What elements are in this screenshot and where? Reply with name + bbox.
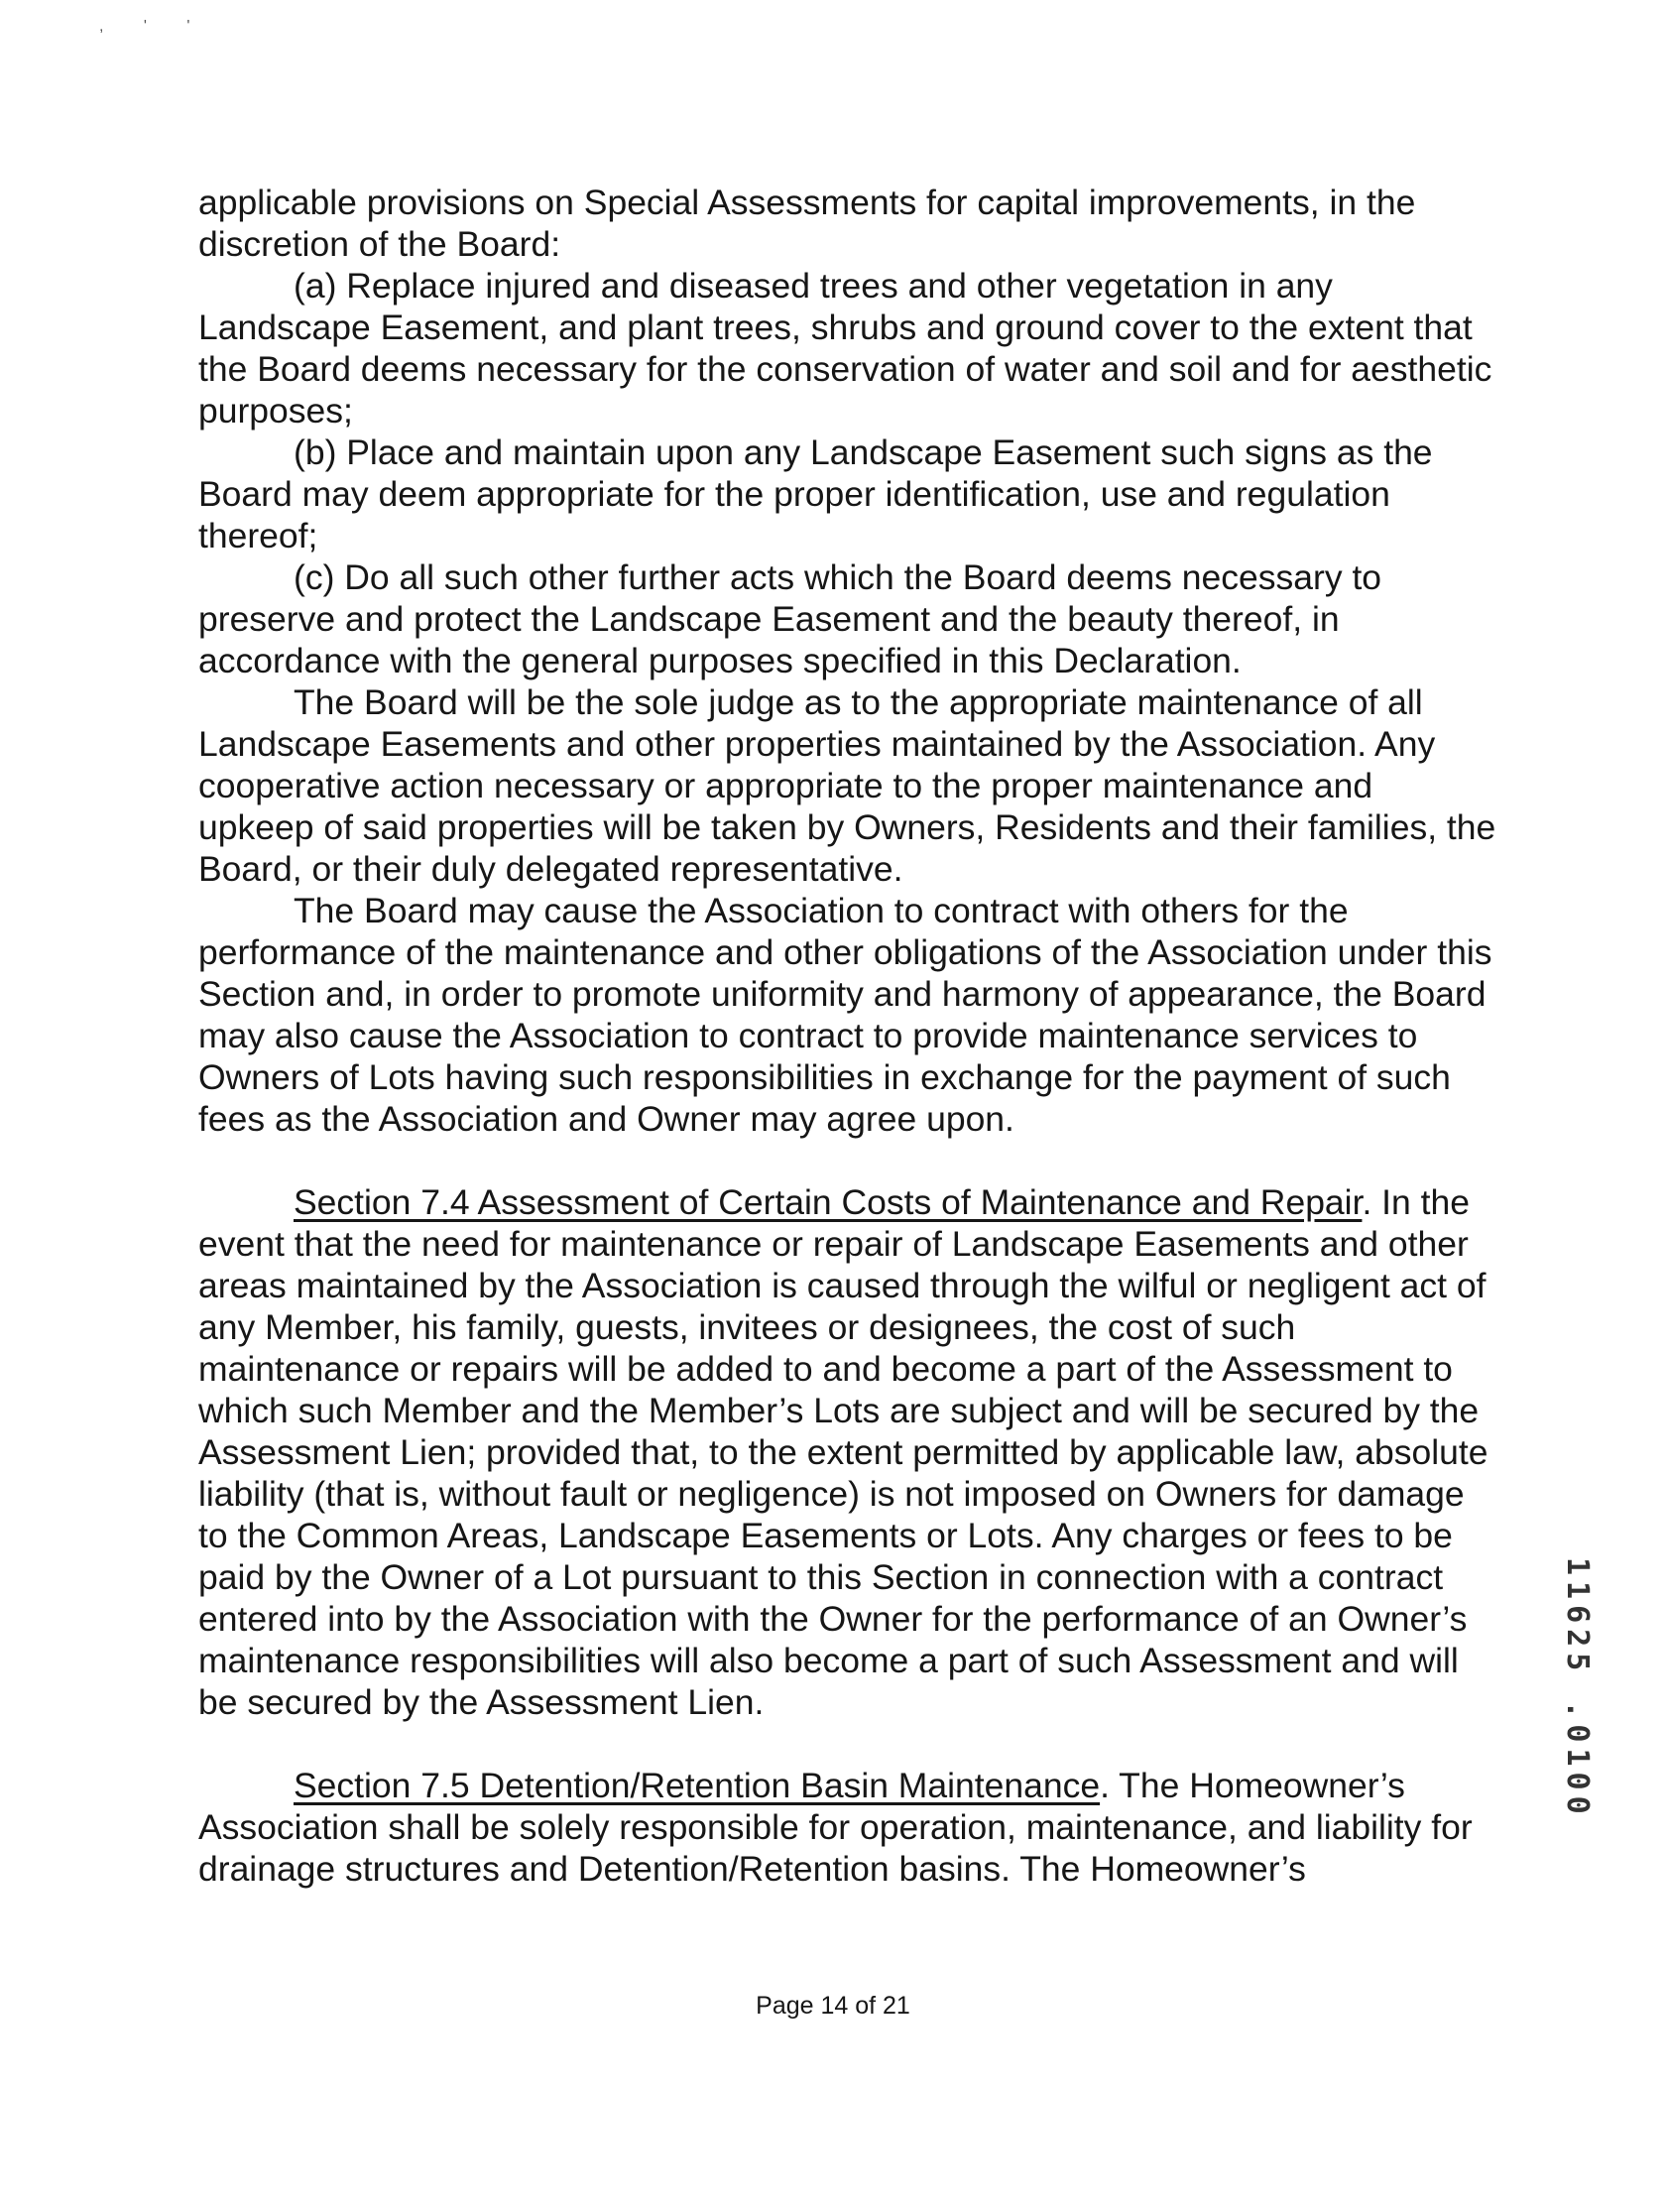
section-7-5-body: . The Homeowner’s Association shall be solely responsible for operation, maintenance, and liability for drainage structures and Detention/Retention basins. The Homeowner’s xyxy=(198,1766,1473,1889)
paragraph-board-contract: The Board may cause the Association to contract with others for the performance of the maintenance and other obligations of the Association under this Section and, in order to promote uniformity and harmony of appearance, the Board may also cause the Association to contract to provide maintenance services to Owners of Lots having such responsibilities in exchange for the payment of such fees as the Association and Owner may agree upon. xyxy=(198,891,1492,1139)
document-body xyxy=(198,182,1497,1890)
paragraph-item-b: (b) Place and maintain upon any Landscape Easement such signs as the Board may deem appropriate for the proper identification, use and regulation thereof; xyxy=(198,432,1433,555)
scan-marks: , ' ' xyxy=(99,18,208,35)
recording-stamp xyxy=(1560,1557,1626,2212)
recording-stamp-text: 11625 .0100 xyxy=(1560,1557,1595,1820)
paragraph-discretion: applicable provisions on Special Assessments for capital improvements, in the discretion of the Board: xyxy=(198,183,1416,264)
paragraph-item-a: (a) Replace injured and diseased trees and other vegetation in any Landscape Easement, and plant trees, shrubs and ground cover to the extent that the Board deems necessary for the conservation of water and soil and for aesthetic purposes; xyxy=(198,266,1492,430)
page-number: Page 14 of 21 xyxy=(756,1992,910,2020)
section-7-4 xyxy=(198,1181,1497,1723)
section-7-5-heading: Section 7.5 Detention/Retention Basin Maintenance xyxy=(294,1766,1101,1805)
section-7-4-heading: Section 7.4 Assessment of Certain Costs of Maintenance and Repair xyxy=(294,1182,1363,1222)
section-7-5 xyxy=(198,1765,1497,1890)
section-7-4-body: . In the event that the need for maintenance or repair of Landscape Easements and other areas maintained by the Association is caused through the wilful or negligent act of any Member, his family, guests, invitees or designees, the cost of such maintenance or repairs will be added to and become a part of the Assessment to which such Member and the Member’s Lots are subject and will be secured by the Assessment Lien; provided that, to the extent permitted by applicable law, absolute liability (that is, without fault or negligence) is not imposed on Owners for damage to the Common Areas, Landscape Easements or Lots. Any charges or fees to be paid by the Owner of a Lot pursuant to this Section in connection with a contract entered into by the Association with the Owner for the performance of an Owner’s maintenance responsibilities will also become a part of such Assessment and will be secured by the Assessment Lien. xyxy=(198,1182,1488,1722)
paragraph-gap xyxy=(198,1140,1497,1181)
paragraph-item-c: (c) Do all such other further acts which the Board deems necessary to preserve and protect the Landscape Easement and the beauty thereof, in accordance with the general purposes specified in this Declaration. xyxy=(198,557,1382,680)
paragraph-gap xyxy=(198,1723,1497,1765)
paragraph-board-judge: The Board will be the sole judge as to the appropriate maintenance of all Landscape Easements and other properties maintained by the Association. Any cooperative action necessary or appropriate to the proper maintenance and upkeep of said properties will be taken by Owners, Residents and their families, the Board, or their duly delegated representative. xyxy=(198,682,1496,889)
